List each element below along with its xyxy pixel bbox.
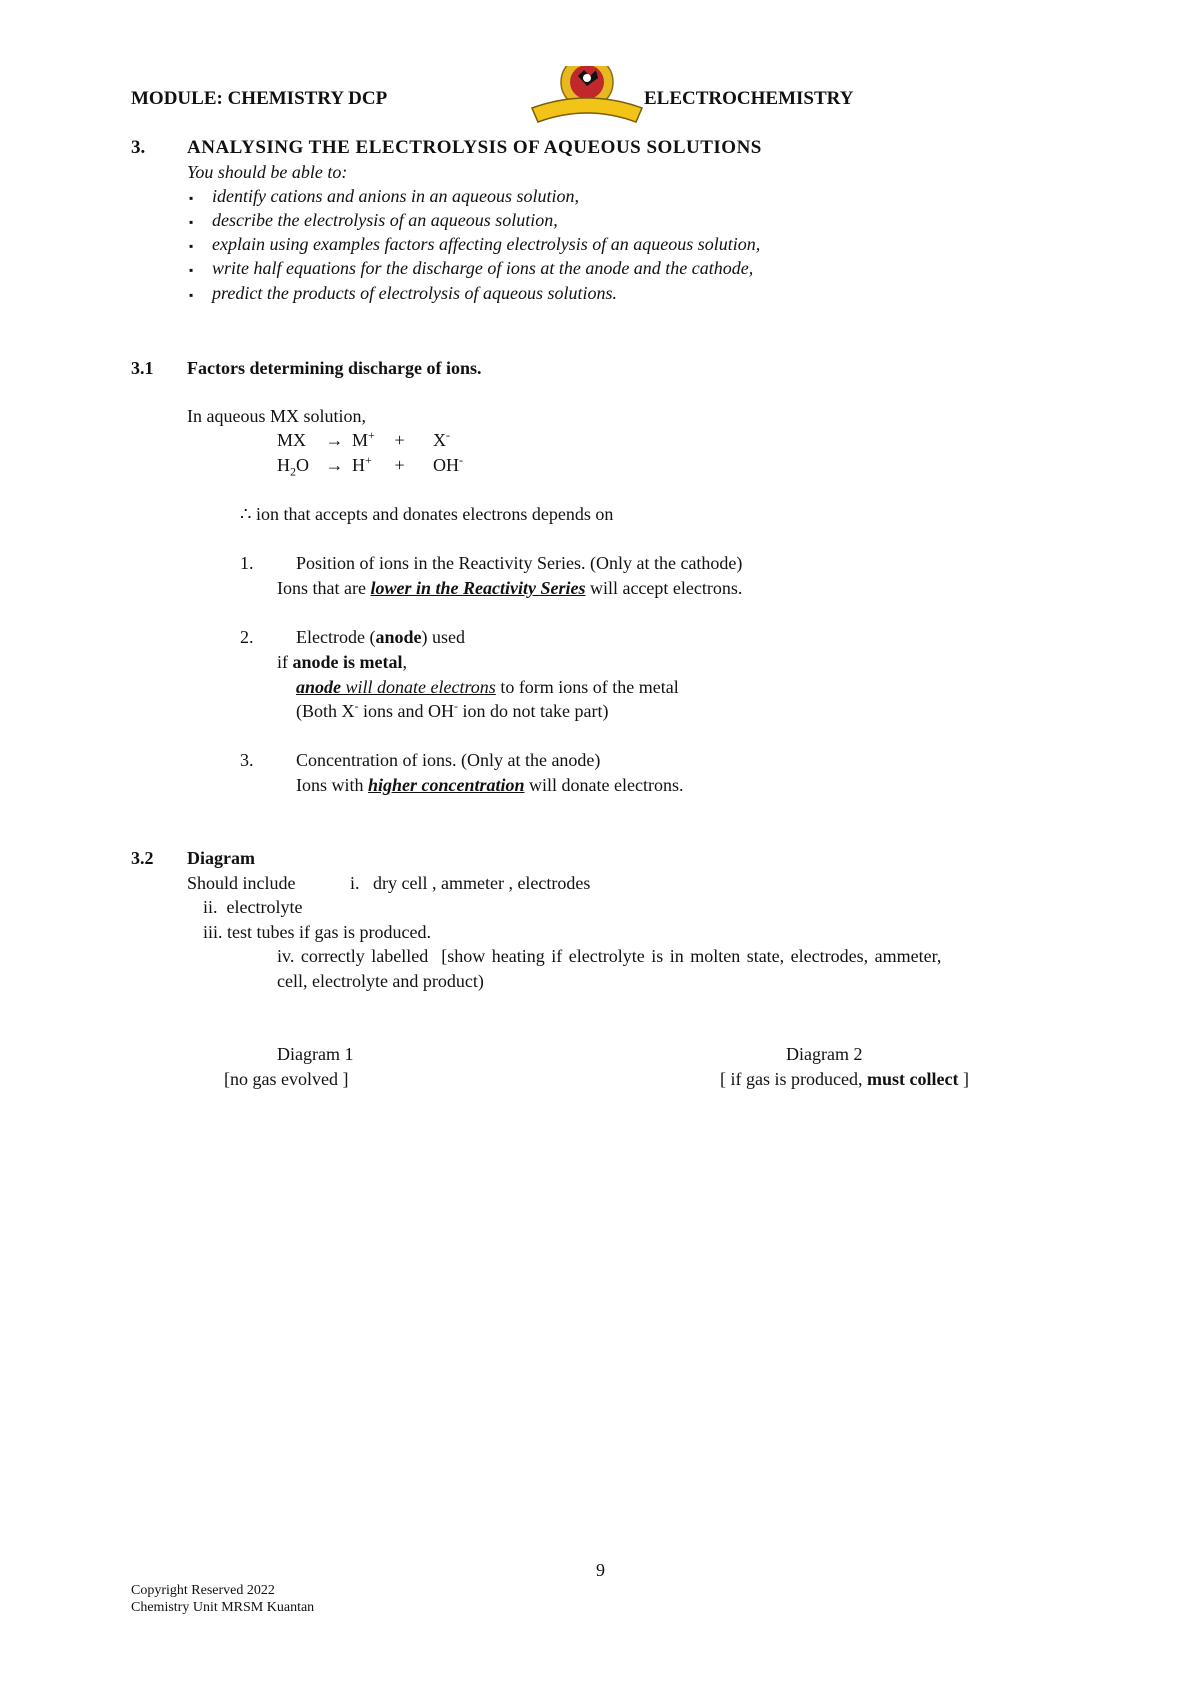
bullet-icon: ▪ bbox=[189, 263, 194, 277]
section-3-1-title: Factors determining discharge of ions. bbox=[187, 358, 482, 378]
aqueous-intro: In aqueous MX solution, bbox=[187, 406, 366, 426]
section-3-1-number: 3.1 bbox=[131, 358, 154, 378]
section-3-number: 3. bbox=[131, 137, 146, 158]
factor-3-detail: Ions with higher concentration will donate electrons. bbox=[296, 775, 684, 795]
diagram-1-title: Diagram 1 bbox=[277, 1044, 354, 1064]
therefore-line: ∴ ion that accepts and donates electrons depends on bbox=[240, 504, 614, 524]
objectives-intro: You should be able to: bbox=[187, 162, 348, 182]
therefore-icon: ∴ bbox=[240, 504, 252, 524]
eq2-plus: + bbox=[394, 455, 405, 475]
factor-1-number: 1. bbox=[240, 553, 254, 573]
equation-water bbox=[277, 455, 463, 477]
include-item-iv: iv. correctly labelled [show heating if electrolyte is in molten state, electrodes, ammeter, bbox=[277, 946, 942, 966]
factor-2-title: Electrode (anode) used bbox=[296, 627, 465, 647]
bullet-icon: ▪ bbox=[189, 239, 194, 253]
should-include-label: Should include bbox=[187, 873, 296, 893]
topic-title: ELECTROCHEMISTRY bbox=[644, 88, 854, 109]
eq1-lhs: MX bbox=[277, 430, 307, 450]
module-title: MODULE: CHEMISTRY DCP bbox=[131, 88, 388, 109]
factor-1-title: Position of ions in the Reactivity Series. (Only at the cathode) bbox=[296, 553, 743, 573]
eq1-anion: X- bbox=[433, 428, 450, 450]
include-item-iv-cont: cell, electrolyte and product) bbox=[277, 971, 484, 991]
factor-2-note: (Both X- ions and OH- ion do not take part) bbox=[296, 699, 609, 721]
section-3-title: ANALYSING THE ELECTROLYSIS OF AQUEOUS SOLUTIONS bbox=[187, 137, 762, 158]
diagram-2-note: [ if gas is produced, must collect ] bbox=[720, 1069, 969, 1089]
factor-3-title: Concentration of ions. (Only at the anode) bbox=[296, 750, 601, 770]
eq1-plus: + bbox=[394, 430, 405, 450]
objective-item: identify cations and anions in an aqueous solution, bbox=[212, 186, 579, 206]
unit-text: Chemistry Unit MRSM Kuantan bbox=[131, 1600, 315, 1615]
eq2-cation: H+ bbox=[352, 453, 372, 475]
include-item-iii: iii. test tubes if gas is produced. bbox=[203, 922, 431, 942]
arrow-icon: → bbox=[325, 455, 344, 475]
include-item-ii: ii. electrolyte bbox=[203, 897, 303, 917]
diagram-1-note: [no gas evolved ] bbox=[224, 1069, 349, 1089]
copyright-text: Copyright Reserved 2022 bbox=[131, 1583, 275, 1598]
factor-2-number: 2. bbox=[240, 627, 254, 647]
bullet-icon: ▪ bbox=[189, 288, 194, 302]
section-3-2-title: Diagram bbox=[187, 848, 255, 868]
eq2-lhs: $H_2O$ bbox=[277, 455, 309, 479]
objective-item: explain using examples factors affecting electrolysis of an aqueous solution, bbox=[212, 234, 761, 254]
include-item-i: i. dry cell , ammeter , electrodes bbox=[350, 873, 591, 893]
factor-3-number: 3. bbox=[240, 750, 254, 770]
objective-item: predict the products of electrolysis of aqueous solutions. bbox=[212, 283, 617, 303]
factor-1-detail: Ions that are lower in the Reactivity Series will accept electrons. bbox=[277, 578, 743, 598]
page-number: 9 bbox=[596, 1560, 605, 1580]
objective-item: write half equations for the discharge of ions at the anode and the cathode, bbox=[212, 258, 754, 278]
bullet-icon: ▪ bbox=[189, 215, 194, 229]
eq1-cation: M+ bbox=[352, 428, 375, 450]
school-logo bbox=[528, 66, 646, 128]
eq2-anion: OH- bbox=[433, 453, 463, 475]
arrow-icon: → bbox=[325, 430, 344, 450]
diagram-2-title: Diagram 2 bbox=[786, 1044, 863, 1064]
section-3-2-number: 3.2 bbox=[131, 848, 154, 868]
equation-mx bbox=[277, 430, 450, 452]
objective-item: describe the electrolysis of an aqueous solution, bbox=[212, 210, 558, 230]
factor-2-detail: anode will donate electrons to form ions of the metal bbox=[296, 677, 679, 697]
bullet-icon: ▪ bbox=[189, 191, 194, 205]
factor-2-condition: if anode is metal, bbox=[277, 652, 407, 672]
